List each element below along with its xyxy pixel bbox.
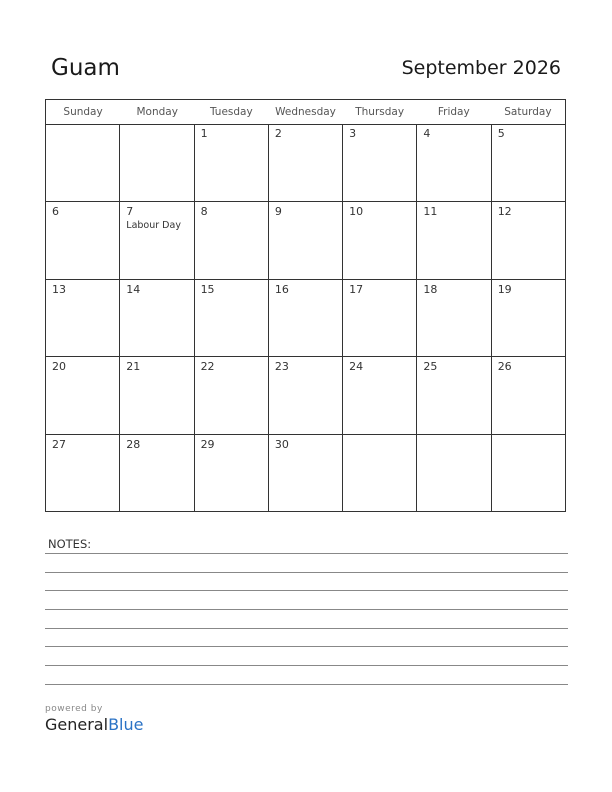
day-cell-13: [46, 280, 119, 356]
day-number: 10: [349, 205, 364, 219]
day-number: 7: [126, 205, 134, 219]
day-number: 15: [200, 282, 215, 296]
day-number: 21: [126, 360, 141, 374]
day-cell-30: [268, 435, 342, 511]
day-number: 2: [274, 127, 282, 140]
day-cell-empty: [491, 435, 565, 511]
notes-label: NOTES:: [48, 537, 92, 551]
day-cell-14: [119, 280, 193, 356]
day-cell-20: [46, 357, 119, 433]
day-cell-empty: [119, 124, 193, 201]
powered-by-text: powered by: [45, 704, 103, 714]
week-row: [46, 279, 565, 356]
day-number: 8: [200, 205, 208, 219]
day-cell-5: [491, 124, 565, 201]
day-cell-empty: [416, 435, 490, 511]
brand-name-general: General: [45, 715, 109, 734]
day-number: 14: [126, 282, 141, 296]
day-number: 26: [497, 360, 512, 374]
weekday-wednesday: Wednesday: [275, 106, 336, 118]
weekday-header-row: [46, 100, 565, 125]
day-number: 16: [274, 282, 289, 296]
holiday-label: Labour Day: [126, 220, 181, 232]
day-cell-15: [194, 280, 268, 356]
brand-logo: [45, 715, 143, 734]
day-number: 27: [52, 437, 66, 451]
day-cell-12: [491, 202, 565, 278]
brand-name-blue: Blue: [108, 715, 144, 734]
day-number: 4: [423, 127, 431, 140]
note-line: [45, 590, 568, 591]
day-number: 20: [52, 360, 66, 374]
note-line: [45, 684, 568, 685]
day-number: 17: [349, 282, 364, 296]
week-row: [46, 124, 565, 201]
day-cell-25: [416, 357, 490, 433]
day-cell-8: [194, 202, 268, 278]
day-number: 9: [274, 205, 282, 219]
note-line: [45, 628, 568, 629]
day-cell-22: [194, 357, 268, 433]
note-line: [45, 609, 568, 610]
day-cell-21: [119, 357, 193, 433]
calendar-grid: [45, 99, 566, 512]
weekday-saturday: Saturday: [504, 106, 552, 118]
day-number: 28: [126, 437, 141, 451]
day-cell-29: [194, 435, 268, 511]
day-number: 12: [497, 205, 512, 219]
day-cell-18: [416, 280, 490, 356]
day-number: 23: [274, 360, 289, 374]
day-number: 13: [52, 282, 66, 296]
day-number: 22: [200, 360, 215, 374]
day-cell-2: [268, 124, 342, 201]
month-year-title: September 2026: [401, 57, 561, 79]
day-cell-28: [119, 435, 193, 511]
day-cell-27: [46, 435, 119, 511]
weekday-thursday: Thursday: [355, 106, 405, 118]
weekday-sunday: Sunday: [63, 106, 103, 118]
weekday-friday: Friday: [437, 106, 470, 118]
day-cell-24: [342, 357, 416, 433]
note-line: [45, 665, 568, 666]
day-number: 24: [349, 360, 364, 374]
weekday-monday: Monday: [136, 106, 178, 118]
note-line: [45, 553, 568, 554]
day-cell-11: [416, 202, 490, 278]
week-row: [46, 356, 565, 433]
day-number: 5: [497, 127, 505, 140]
day-cell-26: [491, 357, 565, 433]
week-row: [46, 201, 565, 278]
footer-branding: [45, 704, 143, 734]
day-number: 25: [423, 360, 438, 374]
note-line: [45, 646, 568, 647]
day-number: 3: [349, 127, 357, 140]
day-cell-19: [491, 280, 565, 356]
note-line: [45, 572, 568, 573]
week-row: [46, 434, 565, 511]
day-number: 11: [423, 205, 438, 219]
weekday-tuesday: Tuesday: [209, 106, 253, 118]
day-cell-7: [119, 202, 193, 278]
day-number: 18: [423, 282, 438, 296]
day-cell-empty: [342, 435, 416, 511]
day-number: 6: [52, 205, 59, 219]
day-cell-4: [416, 124, 490, 201]
country-title: Guam: [51, 55, 120, 81]
day-cell-9: [268, 202, 342, 278]
day-cell-23: [268, 357, 342, 433]
day-cell-empty: [46, 124, 119, 201]
day-number: 19: [497, 282, 512, 296]
day-grid: [46, 124, 565, 511]
day-cell-17: [342, 280, 416, 356]
day-cell-1: [194, 124, 268, 201]
day-number: 30: [274, 437, 289, 451]
day-cell-10: [342, 202, 416, 278]
day-cell-6: [46, 202, 119, 278]
day-number: 1: [200, 127, 208, 140]
day-number: 29: [200, 437, 215, 451]
day-cell-16: [268, 280, 342, 356]
day-cell-3: [342, 124, 416, 201]
